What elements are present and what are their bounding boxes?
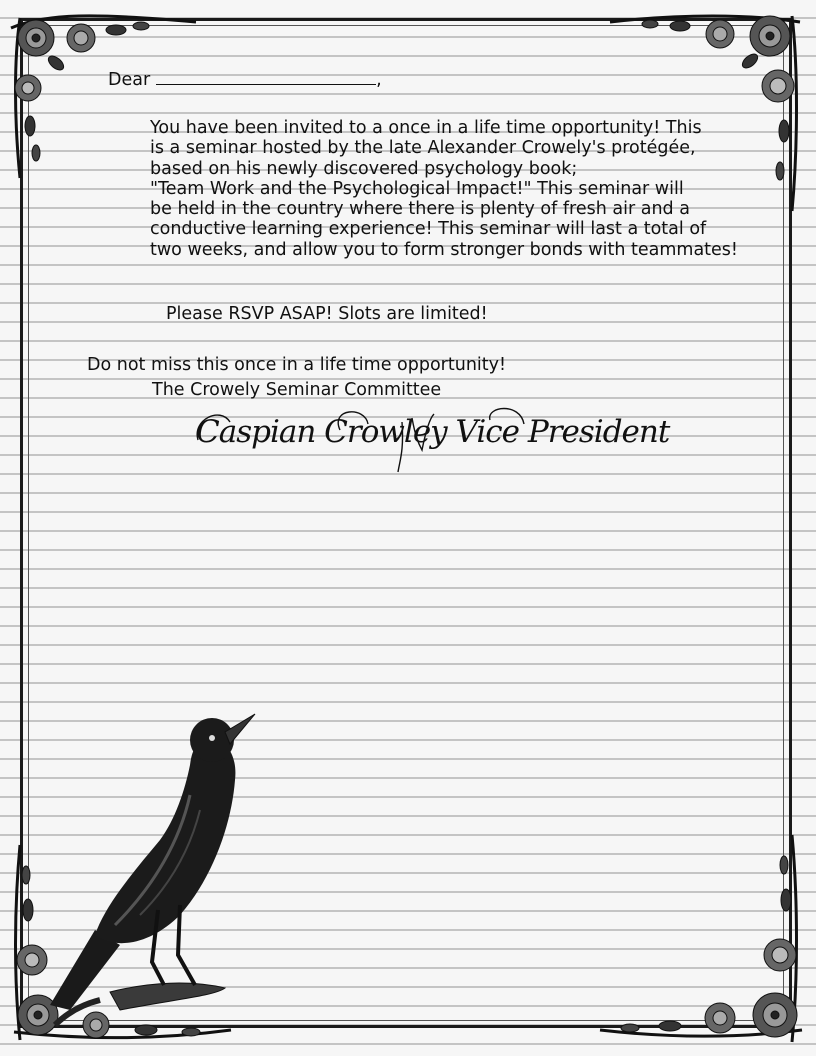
body-line: be held in the country where there is plenty of fresh air and a — [150, 199, 690, 220]
committee-name: The Crowely Seminar Committee — [152, 380, 442, 400]
salutation-text: Dear — [108, 70, 151, 90]
body-line: two weeks, and allow you to form stronger bonds with teammates! — [150, 239, 738, 260]
closing-line: Do not miss this once in a life time opportunity! — [87, 355, 507, 375]
body-line: is a seminar hosted by the late Alexander Crowely's protégée, — [150, 138, 696, 159]
body-line: You have been invited to a once in a life time opportunity! This — [150, 118, 702, 138]
crow-illustration-icon — [40, 700, 280, 1030]
body-paragraph — [150, 118, 738, 260]
recipient-name-blank[interactable] — [156, 68, 376, 85]
salutation-line — [108, 68, 382, 90]
salutation-comma: , — [376, 70, 382, 90]
body-line: "Team Work and the Psychological Impact!" This seminar will — [150, 178, 684, 199]
rsvp-notice: Please RSVP ASAP! Slots are limited! — [166, 304, 488, 324]
signature — [190, 400, 670, 480]
signature-text: Caspian Crowley Vice President — [196, 414, 670, 450]
body-line: conductive learning experience! This seminar will last a total of — [150, 219, 707, 240]
body-line: based on his newly discovered psychology book; — [150, 158, 578, 179]
